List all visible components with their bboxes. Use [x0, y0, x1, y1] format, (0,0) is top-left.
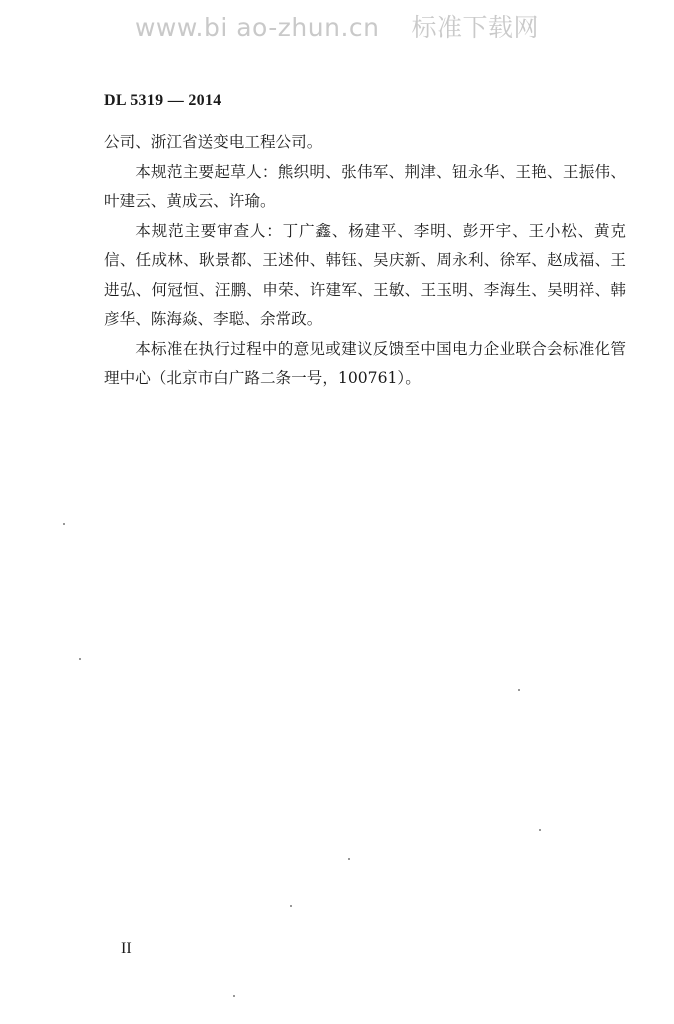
scan-speck	[63, 523, 65, 525]
paragraph-reviewers: 本规范主要审查人：丁广鑫、杨建平、李明、彭开宇、王小松、黄克信、任成林、耿景都、王述仲、韩钰、吴庆新、周永利、徐军、赵成福、王进弘、何冠恒、汪鹏、申荣、许建军、王敏、王玉明、李海生、吴明祥、韩彦华、陈海焱、李聪、余常政。	[104, 221, 626, 328]
scan-speck	[233, 995, 235, 997]
watermark-url: www.bi ao-zhun.cn	[134, 13, 380, 42]
scan-speck	[79, 658, 81, 660]
scan-speck	[290, 905, 292, 907]
page-body	[104, 128, 626, 394]
paragraph-continuation: 公司、浙江省送变电工程公司。	[104, 133, 323, 151]
watermark	[0, 8, 674, 44]
standard-code-header: DL 5319 — 2014	[104, 92, 222, 109]
scan-speck	[518, 689, 520, 691]
scan-speck	[348, 858, 350, 860]
page-number: II	[121, 940, 132, 957]
scan-speck	[539, 829, 541, 831]
paragraph-drafters: 本规范主要起草人：熊织明、张伟军、荆津、钮永华、王艳、王振伟、叶建云、黄成云、许瑜。	[104, 162, 626, 210]
watermark-site-name: 标准下载网	[411, 13, 540, 42]
paragraph-feedback: 本标准在执行过程中的意见或建议反馈至中国电力企业联合会标准化管理中心（北京市白广路二条一号，100761）。	[104, 339, 626, 387]
